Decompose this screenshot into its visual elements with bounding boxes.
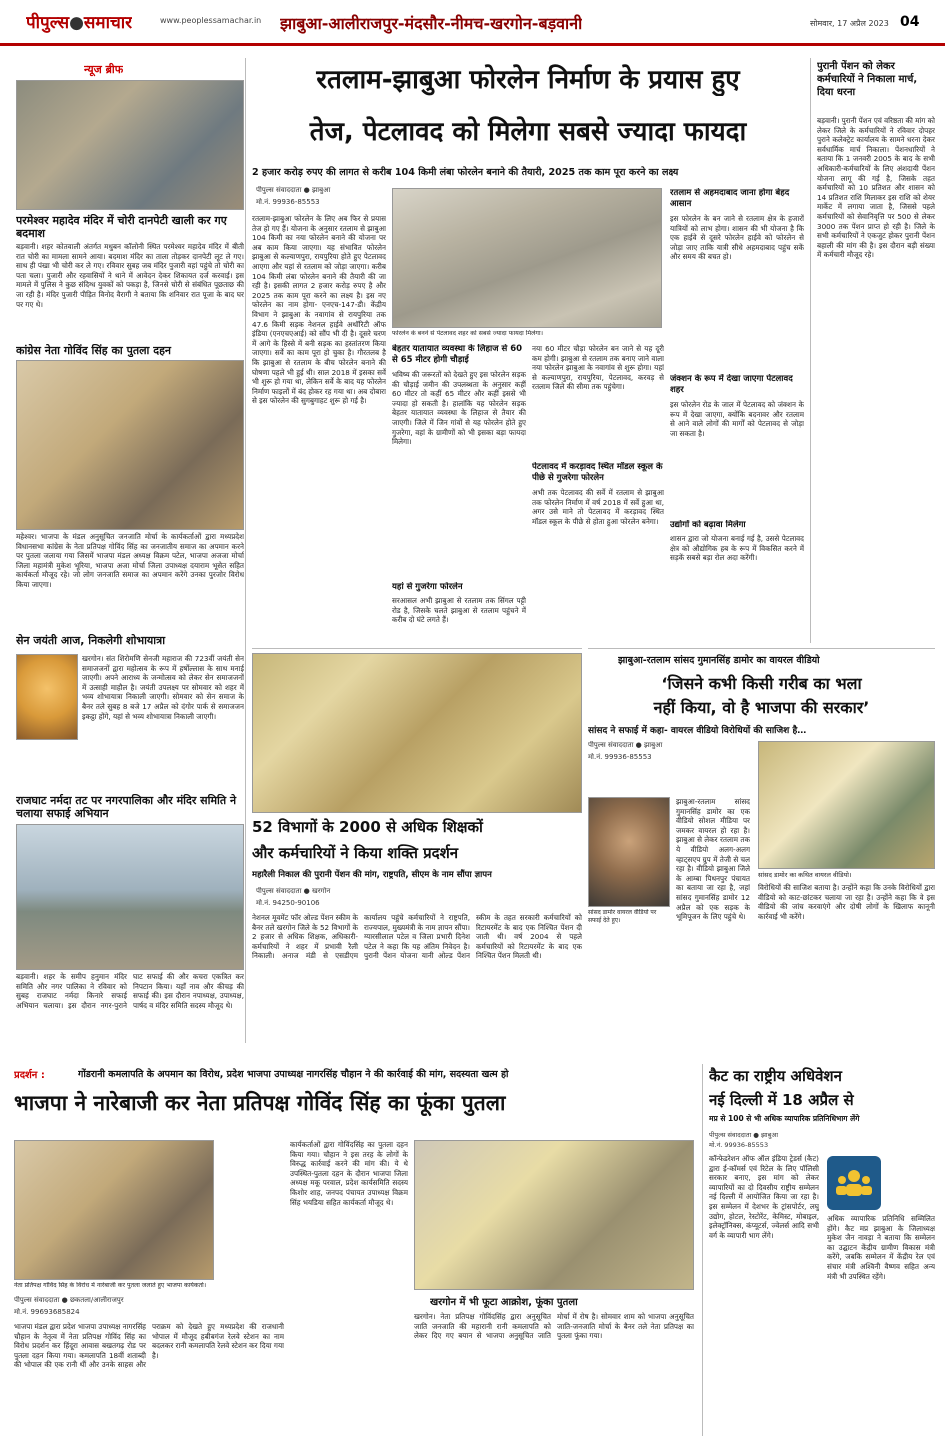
video-body: झाबुआ-रतलाम सांसद गुमानसिंह डामोर का एक वीडियो सोशल मीडिया पर जमकर वायरल हो रहा है। झाबुआ से लेकर रतलाम तक ये वीडियो अलग-अलग व्हाट्सएप ग्रुप में तेजी से चल रहा है। वीडियो झाबुआ जिले के आम्बा पिथनपुर पंचायत का बताया जा रहा है, जहां सांसद गुमानसिंह डामोर 12 अप्रैल को एक सड़क के भूमिपूजन के लिए पहुंचे थे। (676, 797, 750, 922)
brand-name-2: समाचार (83, 13, 133, 33)
video-still-caption: सांसद डामोर का कथित वायरल वीडियो। (758, 871, 852, 879)
cait-subtitle: मप्र से 100 से भी अधिक व्यापारिक प्रतिनिधिभाग लेंगे (709, 1114, 860, 1123)
protest-banner (14, 1064, 694, 1084)
region-title: झाबुआ-आलीराजपुर-मंदसौर-नीमच-खरगोन-बड़वानी (280, 14, 583, 33)
brief-title-3: सेन जयंती आज, निकलेगी शोभायात्रा (16, 634, 166, 647)
lead-story (252, 58, 804, 643)
lead-title-line-1: रतलाम-झाबुआ फोरलेन निर्माण के प्रयास हुए (316, 65, 740, 95)
rally-body: नेशनल मूवमेंट फॉर ओल्ड पेंशन स्कीम के बैनर तले खरगोन जिले के 52 विभागों के 2 हजार से अधिक शिक्षक, अधिकारी-कर्मचारियों ने शहर में प्रभावी रैली निकाली। अनाज मंडी से एसडीएम कार्यालय पहुंचे कर्मचारियों ने राष्ट्रपति, राज्यपाल, मुख्यमंत्री के नाम ज्ञापन सौंपा। ग्यारसीलाल पटेल व जिला प्रभारी दिनेश पटेल ने कहा कि यह अंतिम निवेदन है। पुरानी पेंशन योजना यानी ओल्ड पेंशन स्कीम के तहत सरकारी कर्मचारियों को रिटायरमेंट के बाद एक निश्चित पेंशन दी जाती थी। वर्ष 2004 से पहले कर्मचारियों को रिटायरमेंट के बाद एक निश्चित पेंशन मिलती थी। (252, 913, 582, 961)
video-subtitle: सांसद ने सफाई में कहा- वायरल वीडियो विरोधियों की साजिश है… (588, 726, 807, 736)
lead-heading-ahmedabad: रतलाम से अहमदाबाद जाना होगा बेहद आसान (670, 188, 790, 209)
brief-body-1: बड़वानी। शहर कोतवाली अंतर्गत मधुबन कॉलोनी स्थित परमेश्वर महादेव मंदिर में बीती रात चोरी का मामला सामने आया। बदमाश मंदिर का ताला तोड़कर दानपेटी लूट ले गए। साथ ही पंखा भी चोरी कर ले गए। रविवार सुबह जब मंदिर पुजारी वहां पहुंचे तो चोरी का पता चला। पुजारी और रहवासियों ने थाने में आवेदन देकर शिकायत दर्ज करवाई। इस मामले में पुलिस ने कुछ संदिग्ध युवकों को पकड़ा है, जिनसे चोरी से संबंधित पूछताछ की जा रही है। मंदिर पुजारी पीड़ित विनोद वैरागी ने बताया कि शनिवार रात पूजा के बाद घर पर गए थे। (16, 242, 244, 309)
lead-col-2: भविष्य की जरूरतों को देखते हुए इस फोरलेन सड़क की चौड़ाई जमीन की उपलब्धता के अनुसार कहीं 60 मीटर तो कहीं 65 मीटर और कहीं इससे भी ज्यादा हो सकती है। हालांकि यह फोरलेन सड़क बेहतर यातायात व्यवस्था के लिहाज से तैयार की जाएगी। जिले में जिन गांवों से यह फोरलेन होते हुए गुजरेगा, वहां के ग्रामीणों को भी इसका बड़ा फायदा मिलेगा। (392, 370, 526, 447)
brief-body-2: महेश्वर। भाजपा के मंडल अनुसूचित जनजाति मोर्चा के कार्यकर्ताओं द्वारा मध्यप्रदेश विधानसभा कांग्रेस के नेता प्रतिपक्ष गोविंद सिंह का जनजातीय समाज का अपमान करने पर पुतला जलाया गया जिसमें भाजपा मंडल अध्यक्ष विक्रम पटेल, भाजपा अजजा मोर्चा जिला महामंत्री मुकेश भूरिया, भाजपा अजा मोर्चा जिला उपाध्यक्ष दयाराम भूसेत सहित कार्यकर्ता मौजूद रहे। जो लोग जनजाति समाज का अपमान करेंगे उनका पुरजोर विरोध किया जाएगा। (16, 532, 244, 589)
rally-subtitle: महारैली निकाल की पुरानी पेंशन की मांग, राष्ट्रपति, सीएम के नाम सौंपा ज्ञापन (252, 870, 492, 880)
issue-date: सोमवार, 17 अप्रैल 2023 (810, 19, 889, 28)
video-quote-line-1: ‘जिसने कभी किसी गरीब का भला (661, 674, 862, 693)
brief-photo-ghat (16, 824, 244, 970)
cait-logo-icon (827, 1156, 881, 1210)
protest-title: भाजपा ने नारेबाजी कर नेता प्रतिपक्ष गोविंद सिंह का फूंका पुतला (14, 1091, 506, 1115)
protest-col-3: कार्यकर्ताओं द्वारा गोविंदसिंह का पुतला दहन किया गया। चौहान ने इस तरह के लोगों के विरुद्ध कार्रवाई करने की मांग की। ये थे उपस्थित-पुतला दहन के दौरान भाजपा जिला अध्यक्ष मकू परवाल, प्रदेश कार्यसमिति सदस्य किशोर शाह, जनपद पंचायत उपाध्यक्ष विक्रम सिंह भयडिया सहित कार्यकर्ता मौजूद थे। (290, 1140, 408, 1207)
video-body-2: विरोधियों की साजिश बताया है। उन्होंने कहा कि उनके विरोधियों द्वारा वीडियो को काट-छांटकर चलाया जा रहा है। उन्होंने कहा कि वे इस वीडियो की जांच करवाएंगे और दोषी लोगों के खिलाफ कानूनी कार्रवाई भी करेंगे। (758, 883, 935, 921)
protest-byline: पीपुल्स संवाददाता ● छकतला/आलीराजपुर (14, 1296, 124, 1304)
lead-byline: पीपुल्स संवाददाता ● झाबुआ (256, 186, 331, 194)
video-portrait-caption: सांसद डामोर वायरल वीडियो पर सफाई देते हुए। (588, 909, 657, 924)
rally-title-line-2: और कर्मचारियों ने किया शक्ति प्रदर्शन (252, 844, 459, 862)
cait-title-line-1: कैट का राष्ट्रीय अधिवेशन (709, 1067, 842, 1085)
rally-phone: मो.नं. 94250-90106 (256, 899, 320, 907)
lead-photo-caption: फोरलेन के बनने से पेटलावद शहर को सबसे ज्यादा फायदा मिलेगा। (392, 330, 543, 337)
rally-photo (252, 653, 582, 813)
brand-logo (26, 10, 132, 33)
lead-heading-route: यहां से गुजरेगा फोरलेन (392, 582, 463, 592)
cait-story (702, 1064, 935, 1436)
brief-photo-effigy (16, 360, 244, 530)
video-phone: मो.नं. 99936-85553 (588, 753, 652, 761)
pension-title: पुरानी पेंशन को लेकर कर्मचारियों ने निकाला मार्च, दिया धरना (817, 61, 918, 98)
cait-body: कॉन्फेडरेशन ऑफ ऑल इंडिया ट्रेडर्स (कैट) द्वारा ई-कॉमर्स एवं रिटेल के लिए पॉलिसी सरकार बनाए, इस मांग को लेकर व्यापारियों का दो दिवसीय राष्ट्रीय सम्मेलन नई दिल्ली में आयोजित किया जा रहा है। इस सम्मेलन में देशभर के ट्रांसपोर्टर, लघु उद्योग, होटल, रेस्टोरेंट, केमिस्ट, मोबाइल, इलेक्ट्रॉनिक्स, कंप्यूटर्स, ज्वेलर्स आदि सभी वर्ग के व्यापारी भाग लेंगे। (709, 1154, 819, 1240)
pension-body: बड़वानी। पुरानी पेंशन एवं वरिष्ठता की मांग को लेकर जिले के कर्मचारियों ने रविवार दोपहर पुराने कलेक्ट्रेट कार्यालय के सामने धरना देकर सर्वधार्मिक मार्च निकाला। पेंशनधारियों ने बताया कि 1 जनवरी 2005 के बाद के सभी अधिकारी-कर्मचारियों के लिए अंशदायी पेंशन योजना लागू की गई है, जिसके तहत कर्मचारियों को 10 प्रतिशत और शासन को 14 प्रतिशत राशि मिलाकर इस राशि को शेयर मार्केट में लगाया जाता है, जिससे पहले कर्मचारियों को सेवानिवृत्ति पर 500 से लेकर 3000 तक पेंशन प्राप्त हो रही है। जिले के सभी कर्मचारियों ने एकजुट होकर पुरानी पेंशन बहाली की मांग की है। इस दौरान बड़ी संख्या में कर्मचारी मौजूद रहे। (817, 116, 935, 260)
lead-heading-junction: जंक्शन के रूप में देखा जाएगा पेटलावद शहर (670, 374, 793, 395)
brief-title-2: कांग्रेस नेता गोविंद सिंह का पुतला दहन (16, 344, 172, 357)
cait-byline: पीपुल्स संवाददाता ● झाबुआ (709, 1131, 778, 1139)
khargone-body: खरगोन। नेता प्रतिपक्ष गोविंदसिंह द्वारा अनुसूचित जाति जनजाति की महारानी रानी कमलापति को लेकर दिए गए बयान से भाजपा अनुसूचित जाति मोर्चा में रोष है। सोमवार शाम को भाजपा अनुसूचित जाति-जनजाति मोर्चा के बैनर तले नेता प्रतिपक्ष का पुतला फूंका गया। (414, 1312, 694, 1341)
khargone-photo (414, 1140, 694, 1290)
video-quote-line-2: नहीं किया, वो है भाजपा की सरकार’ (653, 698, 870, 717)
lead-col-4b: इस फोरलेन रोड के जाल में पेटलावद को जंक्शन के रूप में देखा जाएगा, क्योंकि बदनावर और रतलाम से आने वाले लोगों की मार्गों को पेटलावद से जोड़ा जा सकता है। (670, 400, 804, 438)
protest-photo (14, 1140, 214, 1280)
rally-title-line-1: 52 विभागों के 2000 से अधिक शिक्षकों (252, 818, 483, 836)
video-tag: झाबुआ-रतलाम सांसद गुमानसिंह डामोर का वायरल वीडियो (618, 655, 820, 666)
brief-body-4: बड़वानी। शहर के समीप हनुमान मंदिर समिति और नगर पालिका ने रविवार को सुबह राजघाट नर्मदा किनारे सफाई अभियान चलाया। इस दौरान नगर-पुराने घाट सफाई की और कचरा एकत्रित कर निपटान किया। यहाँ नाव और कीचड़ की सफाई की। इस दौरान नपाध्यक्ष, उपाध्यक्ष, पार्षद व मंदिर समिति सदस्य मौजूद थे। (16, 972, 244, 1010)
brief-photo-temple (16, 80, 244, 210)
lead-col-4: इस फोरलेन के बन जाने से रतलाम क्षेत्र के हजारों यात्रियों को लाभ होगा। शासन की भी योजना है कि एक हाईवे से दूसरे फोरलेन हाईवे को फोरलेन से जोड़ा जाए ताकि यात्री सीधे अहमदाबाद पहुंच सकें और समय की बचत हो। (670, 214, 804, 262)
brand-name: पीपुल्स (26, 13, 70, 33)
lead-heading-school: पेटलावद में करड़ावद स्थित मॉडल स्कूल के पीछे से गुजरेगा फोरलेन (532, 462, 663, 483)
masthead (0, 0, 945, 46)
rally-byline: पीपुल्स संवाददाता ● खरगोन (256, 887, 331, 895)
lead-col-2b: सरआसल अभी झाबुआ से रतलाम तक सिंगल पट्टी रोड है, जिसके चलते झाबुआ से रतलाम पहुंचने में करीब दो घंटे लगते हैं। (392, 596, 526, 625)
protest-label: प्रदर्शन : (14, 1070, 45, 1081)
lead-photo-aerial (392, 188, 662, 328)
lead-heading-traffic: बेहतर यातायात व्यवस्था के लिहाज से 60 से 65 मीटर होगी चौड़ाई (392, 344, 523, 365)
brief-title-1: परमेश्वर महादेव मंदिर में चोरी दानपेटी खाली कर गए बदमाश (16, 214, 227, 240)
brief-title-4: राजघाट नर्मदा तट पर नगरपालिका और मंदिर समिति ने चलाया सफाई अभियान (16, 794, 237, 820)
brand-bullet: ● (69, 13, 84, 33)
news-brief-label: न्यूज ब्रीफ (84, 63, 124, 76)
cait-title-line-2: नई दिल्ली में 18 अप्रैल से (709, 1091, 854, 1109)
protest-phone: मो.नं. 99693685824 (14, 1308, 80, 1316)
lead-subtitle: 2 हजार करोड़ रुपए की लागत से करीब 104 किमी लंबा फोरलेन बनाने की तैयारी, 2025 तक काम पूरा करने का लक्ष्य (252, 167, 679, 178)
video-portrait-photo (588, 797, 670, 907)
cait-body-2: अधिक व्यापारिक प्रतिनिधि सम्मिलित होंगे। कैट मप्र झाबुआ के जिलाध्यक्ष मुकेश जैन नावड़ा ने बताया कि सम्मेलन का उद्घाटन केंद्रीय ग्रामीण विकास मंत्री करेंगे, जबकि सम्मेलन में केंद्रीय रेल एवं संचार मंत्री अश्विनी वैष्णव सहित अन्य मंत्री भी उपस्थित रहेंगे। (827, 1214, 935, 1281)
pension-story (810, 58, 935, 643)
video-byline: पीपुल्स संवाददाता ● झाबुआ (588, 741, 663, 749)
lead-title-line-2: तेज, पेटलावद को मिलेगा सबसे ज्यादा फायदा (309, 117, 747, 147)
brief-body-3: खरगोन। संत शिरोमणि सेनजी महाराज की 723वीं जयंती सेन समाजजनों द्वारा महोत्सव के रूप में हर्षोल्लास के साथ मनाई जाएगी। अपने आराध्य के जन्मोत्सव को लेकर सेन समाजजनों में उत्साही माहौल है। जयंती उपलक्ष्य पर सोमवार को शहर में भव्य शोभायात्रा निकाली जाएगी। सोमवार को सेन समाज के बैनर तले सुबह 8 बजे 17 अप्रैल को दंगोर पार्क से समाजजन इकट्ठा होंगे, यहां से भव्य शोभायात्रा निकाली जाएगी। (82, 654, 244, 721)
protest-label-text: गोंडरानी कमलापति के अपमान का विरोध, प्रदेश भाजपा उपाध्यक्ष नागरसिंह चौहान ने की कार्रवाई की मांग, सदस्यता खत्म हो (78, 1069, 509, 1080)
protest-body: भाजपा मंडल द्वारा प्रदेश भाजपा उपाध्यक्ष नागरसिंह चौहान के नेतृत्व में नेता प्रतिपक्ष गोविंद सिंह का विरोध प्रदर्शन कर हिंदूरा आवास बखतगढ़ रोड पर पुतला दहन किया गया। कमलापति 18वीं शताब्दी की भोपाल की एक रानी थीं और उनके साहस और पराक्रम को देखते हुए मध्यप्रदेश की राजधानी भोपाल में मौजूद हबीबगंज रेलवे स्टेशन का नाम बदलकर रानी कमलापति रेलवे स्टेशन कर दिया गया है। (14, 1322, 284, 1370)
protest-photo-caption: नेता प्रतिपक्ष गोविंद सिंह के विरोध में नारेबाजी कर पुतला जलाते हुए भाजपा कार्यकर्ता। (14, 1282, 207, 1289)
video-story (588, 648, 935, 1058)
news-brief-column (14, 58, 246, 1043)
lead-col-4c: शासन द्वारा जो योजना बनाई गई है, उससे पेटलावद क्षेत्र को औद्योगिक हब के रूप में विकसित करने में सड़कें सबसे बड़ा रोल अदा करेंगी। (670, 534, 804, 563)
website: www.peoplessamachar.in (160, 16, 262, 25)
video-still-photo (758, 741, 935, 869)
lead-heading-industry: उद्योगों को बढ़ावा मिलेगा (670, 520, 746, 530)
lead-col-3: नया 60 मीटर चौड़ा फोरलेन बन जाने से यह दूरी कम होगी। झाबुआ से रतलाम तक बनाए जाने वाला नया फोरलेन झाबुआ के नवागांव से शुरू होगा। यहां से कल्याणपुरा, रायपुरिया, पेटलावद, करवड़ से रतलाम जिले की सीमा तक पहुंचेगा। (532, 344, 664, 392)
page-number: 04 (900, 14, 920, 30)
people-group-icon (827, 1156, 881, 1210)
lead-col-3b: अभी तक पेटलावद की सर्वे में रतलाम से झाबुआ तक फोरलेन निर्माण में वर्ष 2018 में सर्वे हुआ था, अगर उसे माने तो पेटलावद में करड़ावद स्थित मॉडल स्कूल के पीछे से होता हुआ फोरलेन बनेगा। (532, 488, 664, 526)
cait-phone: मो.नं. 99936-85553 (709, 1141, 769, 1149)
brief-photo-saint (16, 654, 78, 740)
rally-story (252, 648, 582, 1058)
lead-col-1: रतलाम-झाबुआ फोरलेन के लिए अब फिर से प्रयास तेज हो गए हैं। योजना के अनुसार रतलाम से झाबुआ 104 किमी का नया फोरलेन बनाने की योजना पर अब काम किया जाएगा। यह संभावित फोरलेन झाबुआ से कल्याणपुरा, रायपुरिया होते हुए पेटलावद आएगा और यहां से रतलाम को जोड़ा जाएगा। करीब 104 किमी लंबा फोरलेन बनाने की तैयारी की जा रही है। इसकी लागत 2 हजार करोड़ रुपए है और 2025 तक काम पूरा करने का लक्ष्य है। इस नए फोरलेन का नाम होगा- एनएच-147-डी। केंद्रीय विभाग ने झाबुआ के नवागांव से रायपुरिया तक 47.6 किमी सड़क नेशनल हाईवे अथॉरिटी ऑफ इंडिया (एनएचएआई) को सौंप भी दी है। दूसरे चरण में आगे के हिस्से में बनी सड़क का हस्तांतरण किया जाएगा। सर्वे का काम पूरा हो चुका है। गौरतलब है कि झाबुआ से रतलाम के बीच फोरलेन बनाने की घोषणा पहले भी हुई थी। साल 2018 में इसका सर्वे भी शुरू हो गया था, लेकिन सर्वे के बाद यह फोरलेन निर्माण फाइलों में बंद होकर रह गया था। अब दोबारा से इस फोरलेन की सुगबुगाहट शुरू हो गई है। (252, 214, 386, 406)
lead-phone: मो.नं. 99936-85553 (256, 198, 320, 206)
khargone-caption: खरगोन में भी फूटा आक्रोश, फूंका पुतला (430, 1297, 578, 1308)
